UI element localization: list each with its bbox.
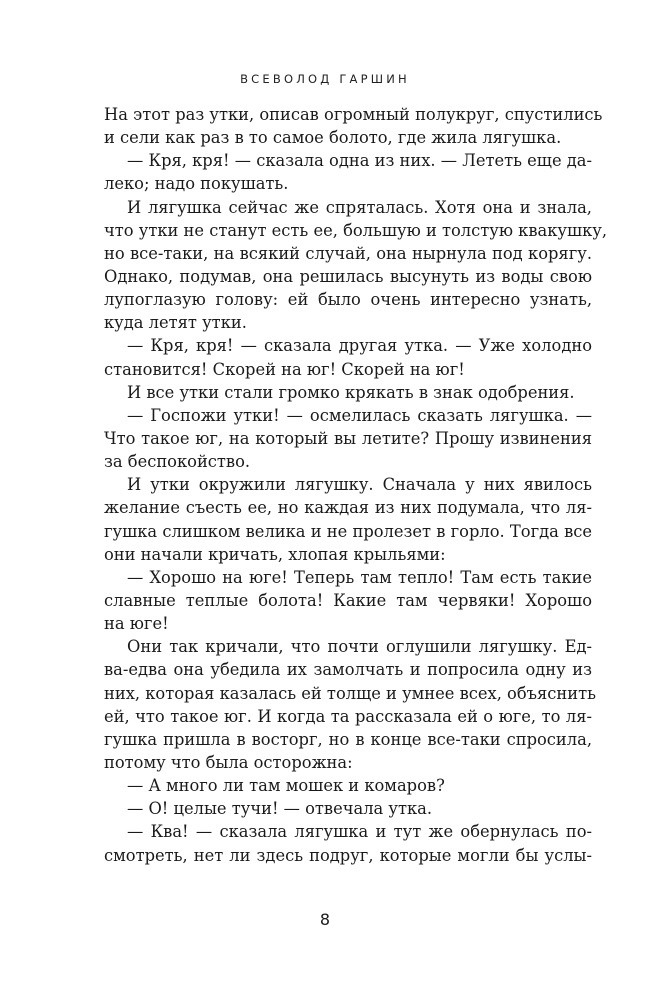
text-line: желание съесть ее, но каждая из них подумала, что ля- — [104, 498, 592, 518]
text-line: Они так кричали, что почти оглушили лягушку. Ед- — [127, 637, 592, 657]
text-line: Что такое юг, на который вы летите? Прошу извинения — [104, 428, 592, 448]
text-line: на юге! — [104, 614, 169, 634]
text-line: потому что была осторожна: — [104, 752, 353, 772]
text-line: — Ква! — сказала лягушка и тут же обернулась по- — [127, 822, 592, 842]
text-line: — О! целые тучи! — отвечала утка. — [127, 799, 433, 819]
text-line: становится! Скорей на юг! Скорей на юг! — [104, 359, 465, 379]
text-line: леко; надо покушать. — [104, 174, 289, 194]
page-number: 8 — [319, 910, 331, 929]
text-line: ей, что такое юг. И когда та рассказала ей о юге, то ля- — [104, 706, 592, 726]
text-line: гушка пришла в восторг, но в конце все-таки спросила, — [104, 729, 592, 749]
text-line: — Кря, кря! — сказала одна из них. — Лететь еще да- — [127, 151, 592, 171]
text-line: смотреть, нет ли здесь подруг, которые могли бы услы- — [104, 845, 592, 865]
text-line: — Госпожи утки! — осмелилась сказать лягушка. — — [127, 405, 592, 425]
text-line: На этот раз утки, описав огромный полукруг, спустились — [104, 105, 603, 124]
body-text — [104, 103, 608, 867]
text-line: — А много ли там мошек и комаров? — [127, 776, 445, 796]
text-line: И лягушка сейчас же спряталась. Хотя она и знала, — [127, 197, 592, 217]
text-line: гушка слишком велика и не пролезет в горло. Тогда все — [104, 521, 592, 541]
text-line: они начали кричать, хлопая крыльями: — [104, 544, 446, 564]
text-line: куда летят утки. — [104, 313, 247, 333]
text-line: и сели как раз в то самое болото, где жила лягушка. — [104, 128, 562, 148]
running-header: ВСЕВОЛОД ГАРШИН — [240, 72, 410, 86]
text-line: ва-едва она убедила их замолчать и попросила одну из — [104, 660, 592, 680]
text-line: них, которая казалась ей толще и умнее всех, объяснить — [104, 683, 596, 703]
text-line: И все утки стали громко крякать в знак одобрения. — [127, 382, 575, 402]
text-line: славные теплые болота! Какие там червяки! Хорошо — [104, 590, 592, 610]
text-line: Однако, подумав, она решилась высунуть из воды свою — [104, 266, 592, 286]
text-line: но все-таки, на всякий случай, она нырнула под корягу. — [104, 243, 592, 263]
text-line: за беспокойство. — [104, 452, 251, 472]
text-line: И утки окружили лягушку. Сначала у них явилось — [127, 475, 592, 495]
text-line: лупоглазую голову: ей было очень интересно узнать, — [104, 290, 592, 310]
text-line: — Хорошо на юге! Теперь там тепло! Там есть такие — [127, 567, 592, 587]
text-line: что утки не станут есть ее, большую и толстую квакушку, — [104, 220, 608, 240]
text-line: — Кря, кря! — сказала другая утка. — Уже холодно — [127, 336, 592, 356]
